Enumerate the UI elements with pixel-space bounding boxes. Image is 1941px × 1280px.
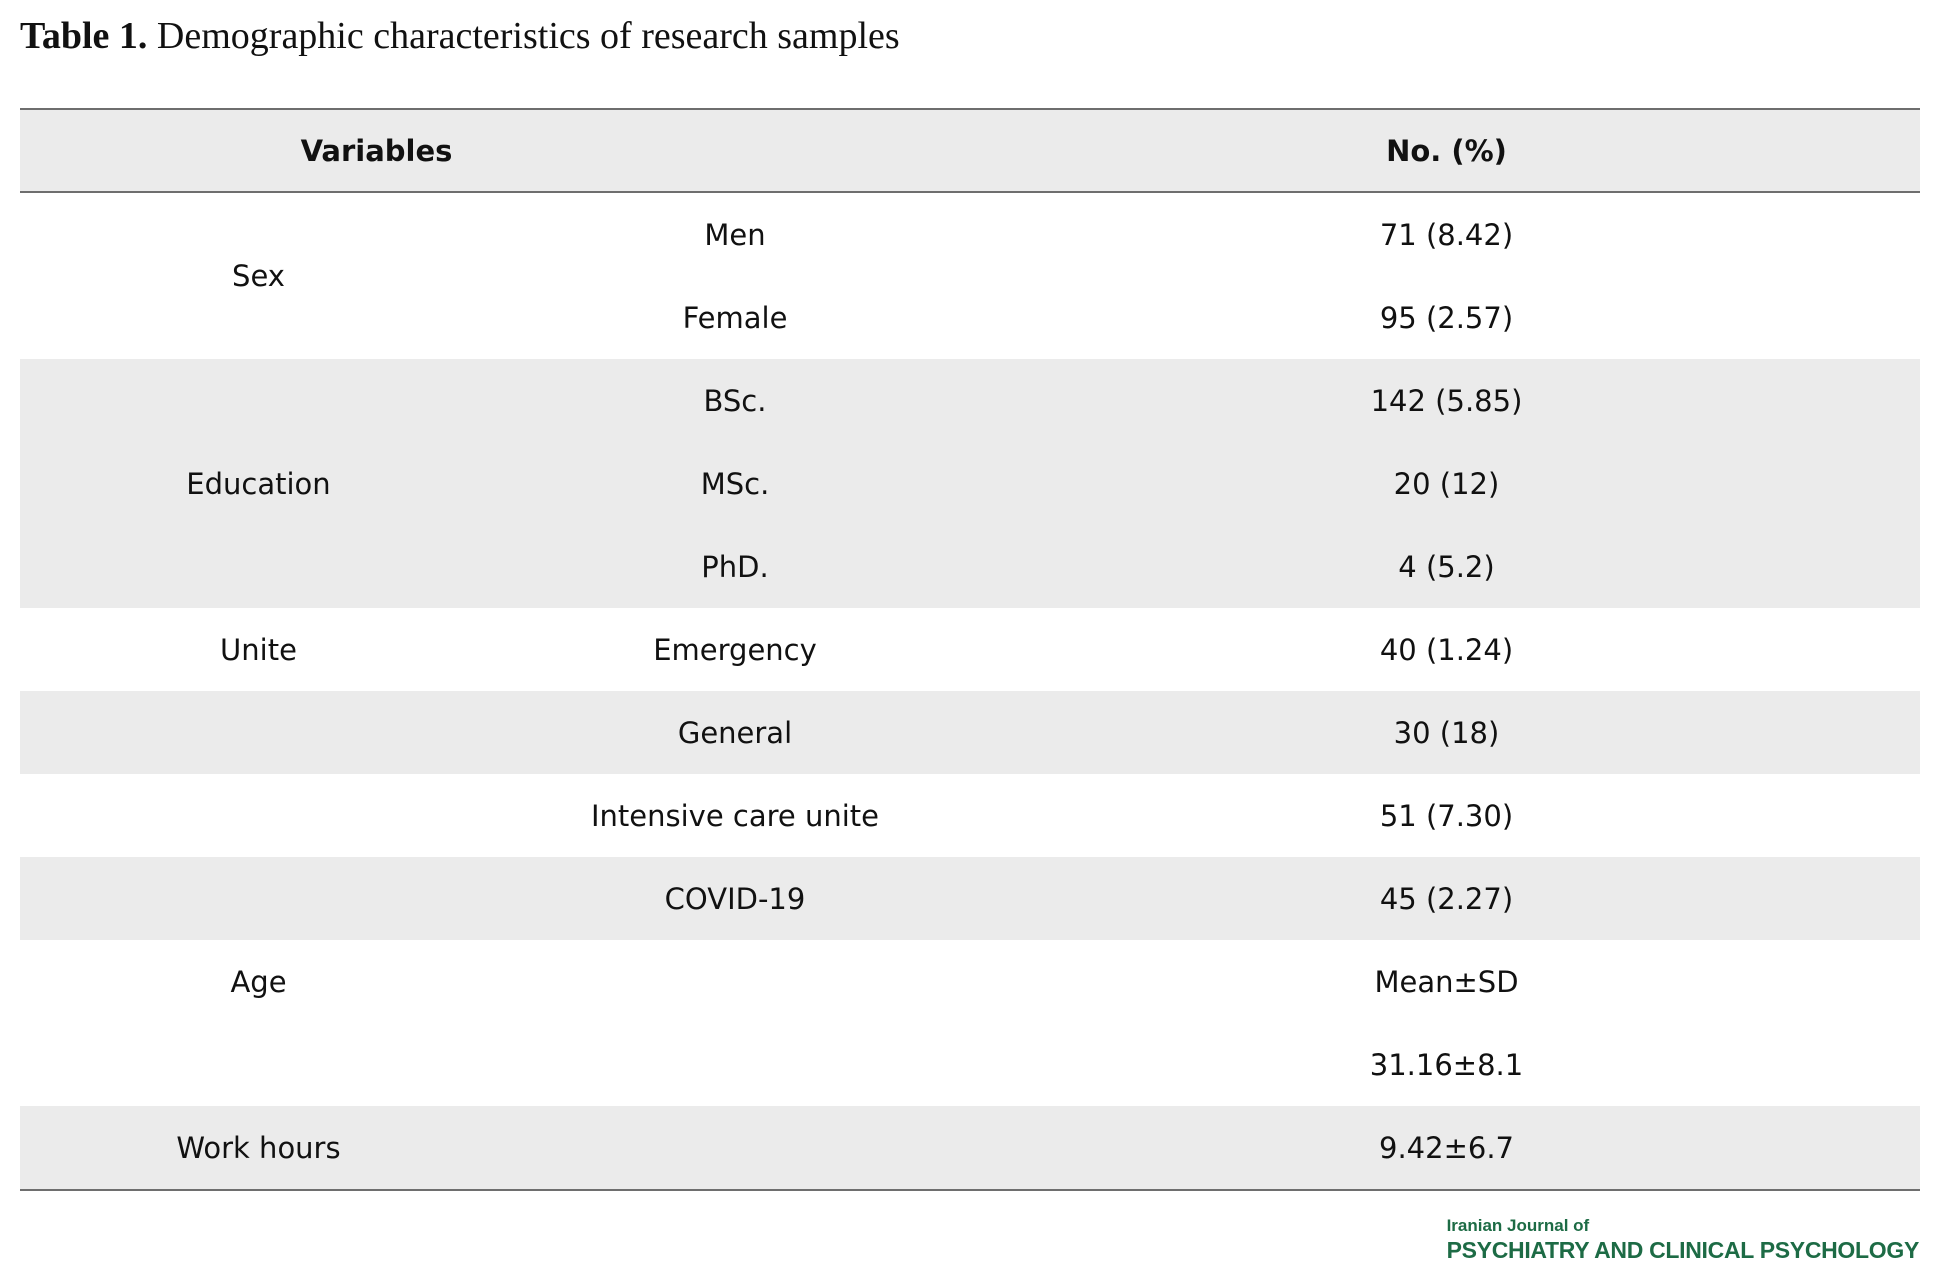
sub-cell: [497, 1106, 973, 1190]
sub-cell: Emergency: [653, 632, 817, 667]
group-cell-sex: Sex: [232, 259, 285, 293]
value-cell: Mean±SD: [1374, 964, 1519, 999]
header-row: [20, 109, 1920, 192]
value-cell: 9.42±6.7: [1379, 1130, 1514, 1165]
value-cell: 20 (12): [1393, 466, 1500, 501]
sub-cell: COVID-19: [664, 881, 806, 916]
value-cell: 45 (2.27): [1379, 881, 1514, 916]
sub-cell: [497, 1023, 973, 1106]
group-cell: [20, 857, 497, 940]
value-cell: 40 (1.24): [1379, 632, 1514, 667]
value-cell: 51 (7.30): [1379, 798, 1514, 833]
header-variables: Variables: [300, 133, 453, 168]
group-cell-unite: Unite: [220, 632, 297, 667]
sub-cell: Female: [682, 300, 788, 335]
sub-cell: General: [677, 715, 793, 750]
sub-cell: MSc.: [700, 466, 770, 501]
group-cell: [20, 774, 497, 857]
table-row: [20, 1106, 1920, 1190]
value-cell: 71 (8.42): [1379, 217, 1514, 252]
journal-logo-line2: PSYCHIATRY AND CLINICAL PSYCHOLOGY: [1446, 1237, 1919, 1263]
sub-cell: [497, 940, 973, 1023]
caption-label: Table 1.: [20, 15, 148, 57]
value-cell: 95 (2.57): [1379, 300, 1514, 335]
sub-cell: BSc.: [703, 383, 767, 418]
value-cell: 31.16±8.1: [1369, 1047, 1524, 1082]
table-row: [20, 774, 1920, 857]
table-caption: [20, 10, 900, 62]
value-cell: 30 (18): [1393, 715, 1500, 750]
header-value: No. (%): [1386, 133, 1507, 168]
journal-logo-line1: Iranian Journal of: [1446, 1216, 1590, 1235]
group-cell: [20, 691, 497, 774]
sub-cell: PhD.: [701, 549, 769, 584]
table-row: [20, 940, 1920, 1023]
table-row: [20, 359, 1920, 442]
table-row: [20, 691, 1920, 774]
table-row: [20, 1023, 1920, 1106]
value-cell: 4 (5.2): [1398, 549, 1495, 584]
caption-text: Demographic characteristics of research samples: [156, 15, 900, 57]
group-cell-work-hours: Work hours: [176, 1130, 341, 1165]
value-cell: 142 (5.85): [1370, 383, 1523, 418]
sub-cell: Intensive care unite: [590, 798, 879, 833]
group-cell-age: Age: [230, 964, 287, 999]
table-row: [20, 192, 1920, 276]
group-cell: [20, 1023, 497, 1106]
table-row: [20, 608, 1920, 691]
table-row: [20, 857, 1920, 940]
demographics-table: [20, 108, 1920, 1191]
group-cell-education: Education: [186, 466, 331, 501]
sub-cell: Men: [704, 217, 766, 252]
journal-logo: [1447, 1216, 1919, 1264]
